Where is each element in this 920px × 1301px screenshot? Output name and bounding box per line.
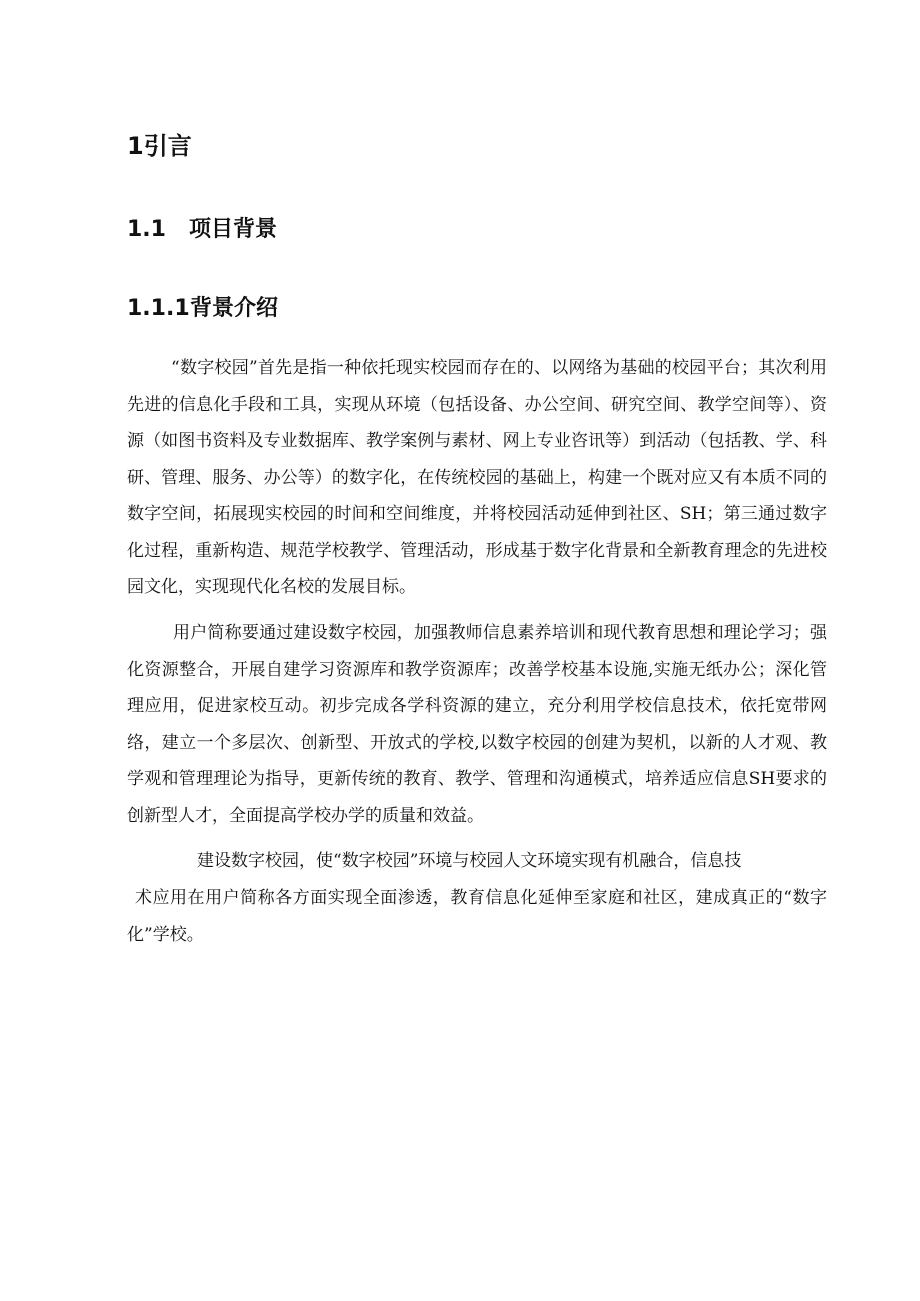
section-heading xyxy=(127,212,277,248)
section-number: 1.1 xyxy=(127,217,166,242)
chapter-heading: 1引言 xyxy=(127,132,192,160)
paragraph-construction-goals: 用户简称要通过建设数字校园，加强教师信息素养培训和现代教育思想和理论学习；强化资源整合，开展自建学习资源库和教学资源库；改善学校基本设施,实施无纸办公；深化管理应用，促进家校互动。初步完成各学科资源的建立，充分利用学校信息技术，依托宽带网络，建立一个多层次、创新型、开放式的学校,以数字校园的创建为契机，以新的人才观、教学观和管理理论为指导，更新传统的教育、教学、管理和沟通模式，培养适应信息SH要求的创新型人才，全面提高学校办学的质量和效益。 xyxy=(127,623,827,826)
paragraph-digital-campus-definition: “数字校园”首先是指一种依托现实校园而存在的、以网络为基础的校园平台；其次利用先进的信息化手段和工具，实现从环境（包括设备、办公空间、研究空间、教学空间等）、资源（如图书资料及专业数据库、教学案例与素材、网上专业咨讯等）到活动（包括教、学、科研、管理、服务、办公等）的数字化，在传统校园的基础上，构建一个既对应又有本质不同的数字空间，拓展现实校园的时间和空间维度，并将校园活动延伸到社区、SH；第三通过数字化过程，重新构造、规范学校教学、管理活动，形成基于数字化背景和全新教育理念的先进校园文化，实现现代化名校的发展目标。 xyxy=(127,358,827,597)
subsection-number: 1.1.1 xyxy=(127,296,190,321)
subsection-heading xyxy=(127,291,278,327)
section-title: 项目背景 xyxy=(189,217,278,242)
subsection-title: 背景介绍 xyxy=(190,296,279,321)
paragraph-integration-line1: 建设数字校园，使“数字校园”环境与校园人文环境实现有机融合，信息技 xyxy=(197,851,742,871)
paragraph-integration-rest: 术应用在用户简称各方面实现全面渗透，教育信息化延伸至家庭和社区，建成真正的“数字化”学校。 xyxy=(127,888,827,945)
